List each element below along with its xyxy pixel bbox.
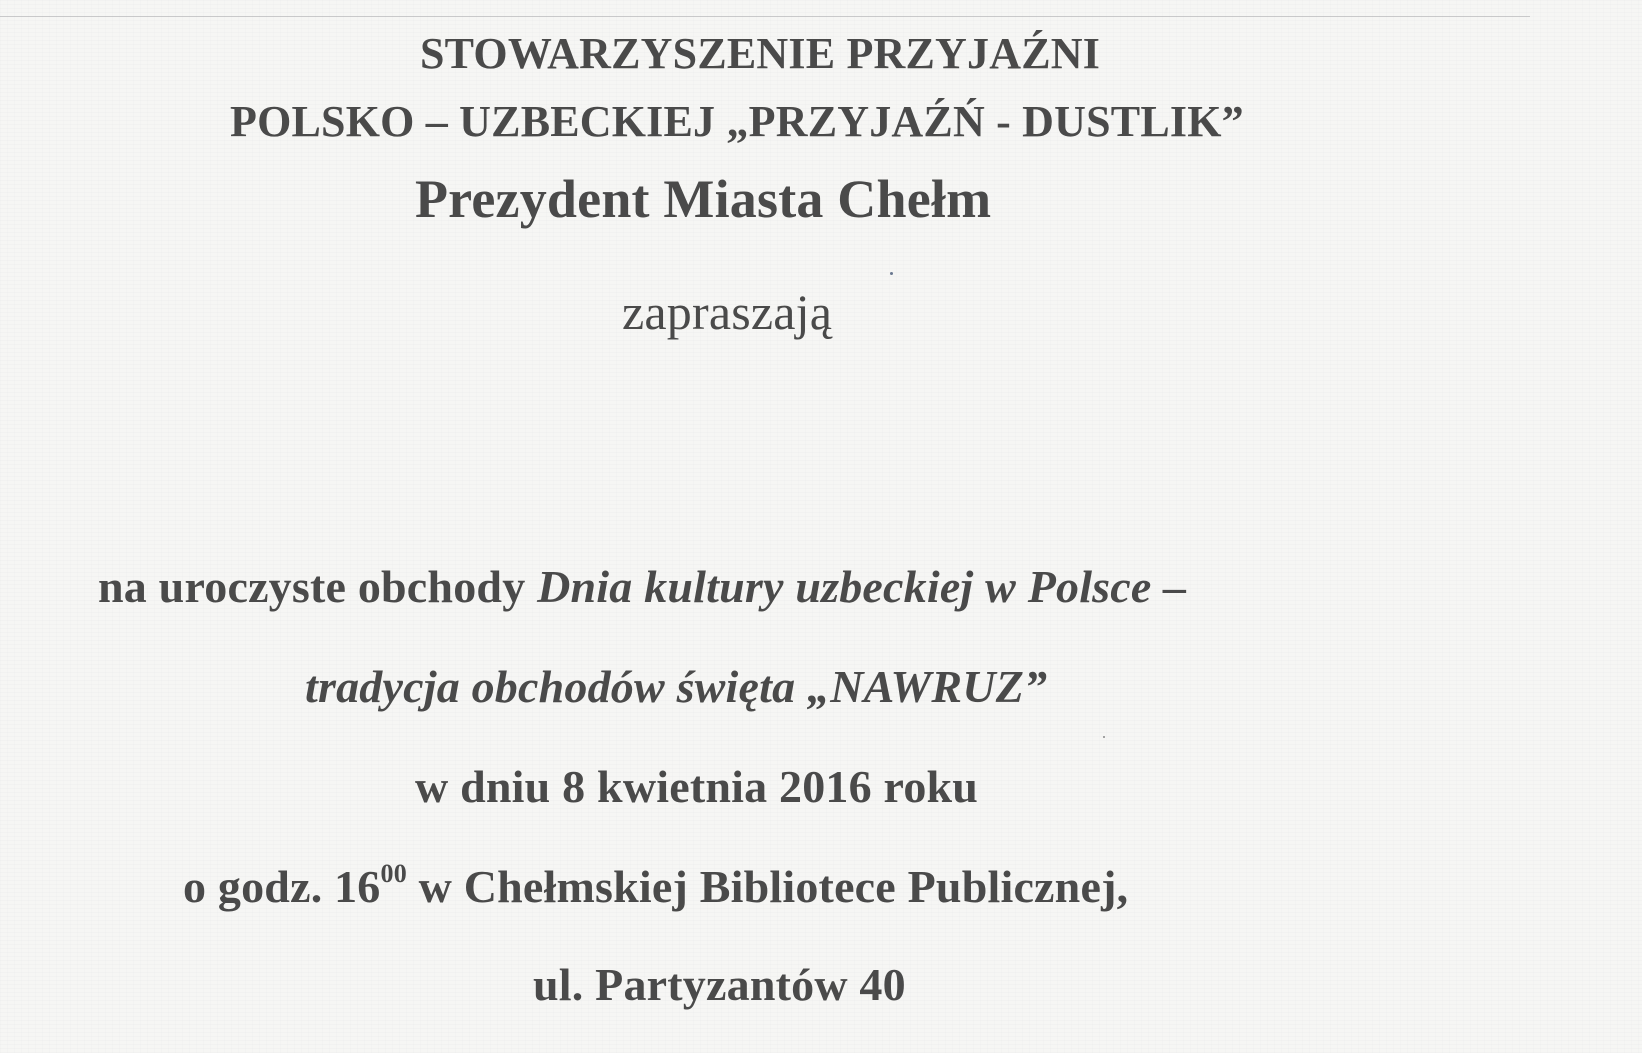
organizer-mayor: Prezydent Miasta Chełm (415, 169, 992, 229)
event-date: w dniu 8 kwietnia 2016 roku (415, 761, 979, 812)
scan-speck (1103, 736, 1105, 738)
time-place: w Chełmskiej Bibliotece Publicznej, (406, 861, 1129, 912)
event-line1 (98, 560, 1186, 613)
scan-speck (890, 272, 893, 275)
event-time-place (183, 860, 1128, 913)
time-minutes: 00 (380, 858, 407, 888)
organizer-association-line1: STOWARZYSZENIE PRZYJAŹNI (420, 29, 1101, 78)
event-intro: na uroczyste obchody (98, 561, 538, 612)
invitation-verb: zapraszają (622, 284, 833, 340)
organizer-association-line2: POLSKO – UZBECKIEJ „PRZYJAŹŃ - DUSTLIK” (230, 97, 1244, 146)
event-line2: tradycja obchodów święta „NAWRUZ” (305, 661, 1048, 712)
event-address: ul. Partyzantów 40 (533, 959, 906, 1010)
event-name: Dnia kultury uzbeckiej w Polsce – (537, 561, 1187, 612)
top-rule (0, 16, 1530, 17)
time-prefix: o godz. 16 (183, 861, 381, 912)
